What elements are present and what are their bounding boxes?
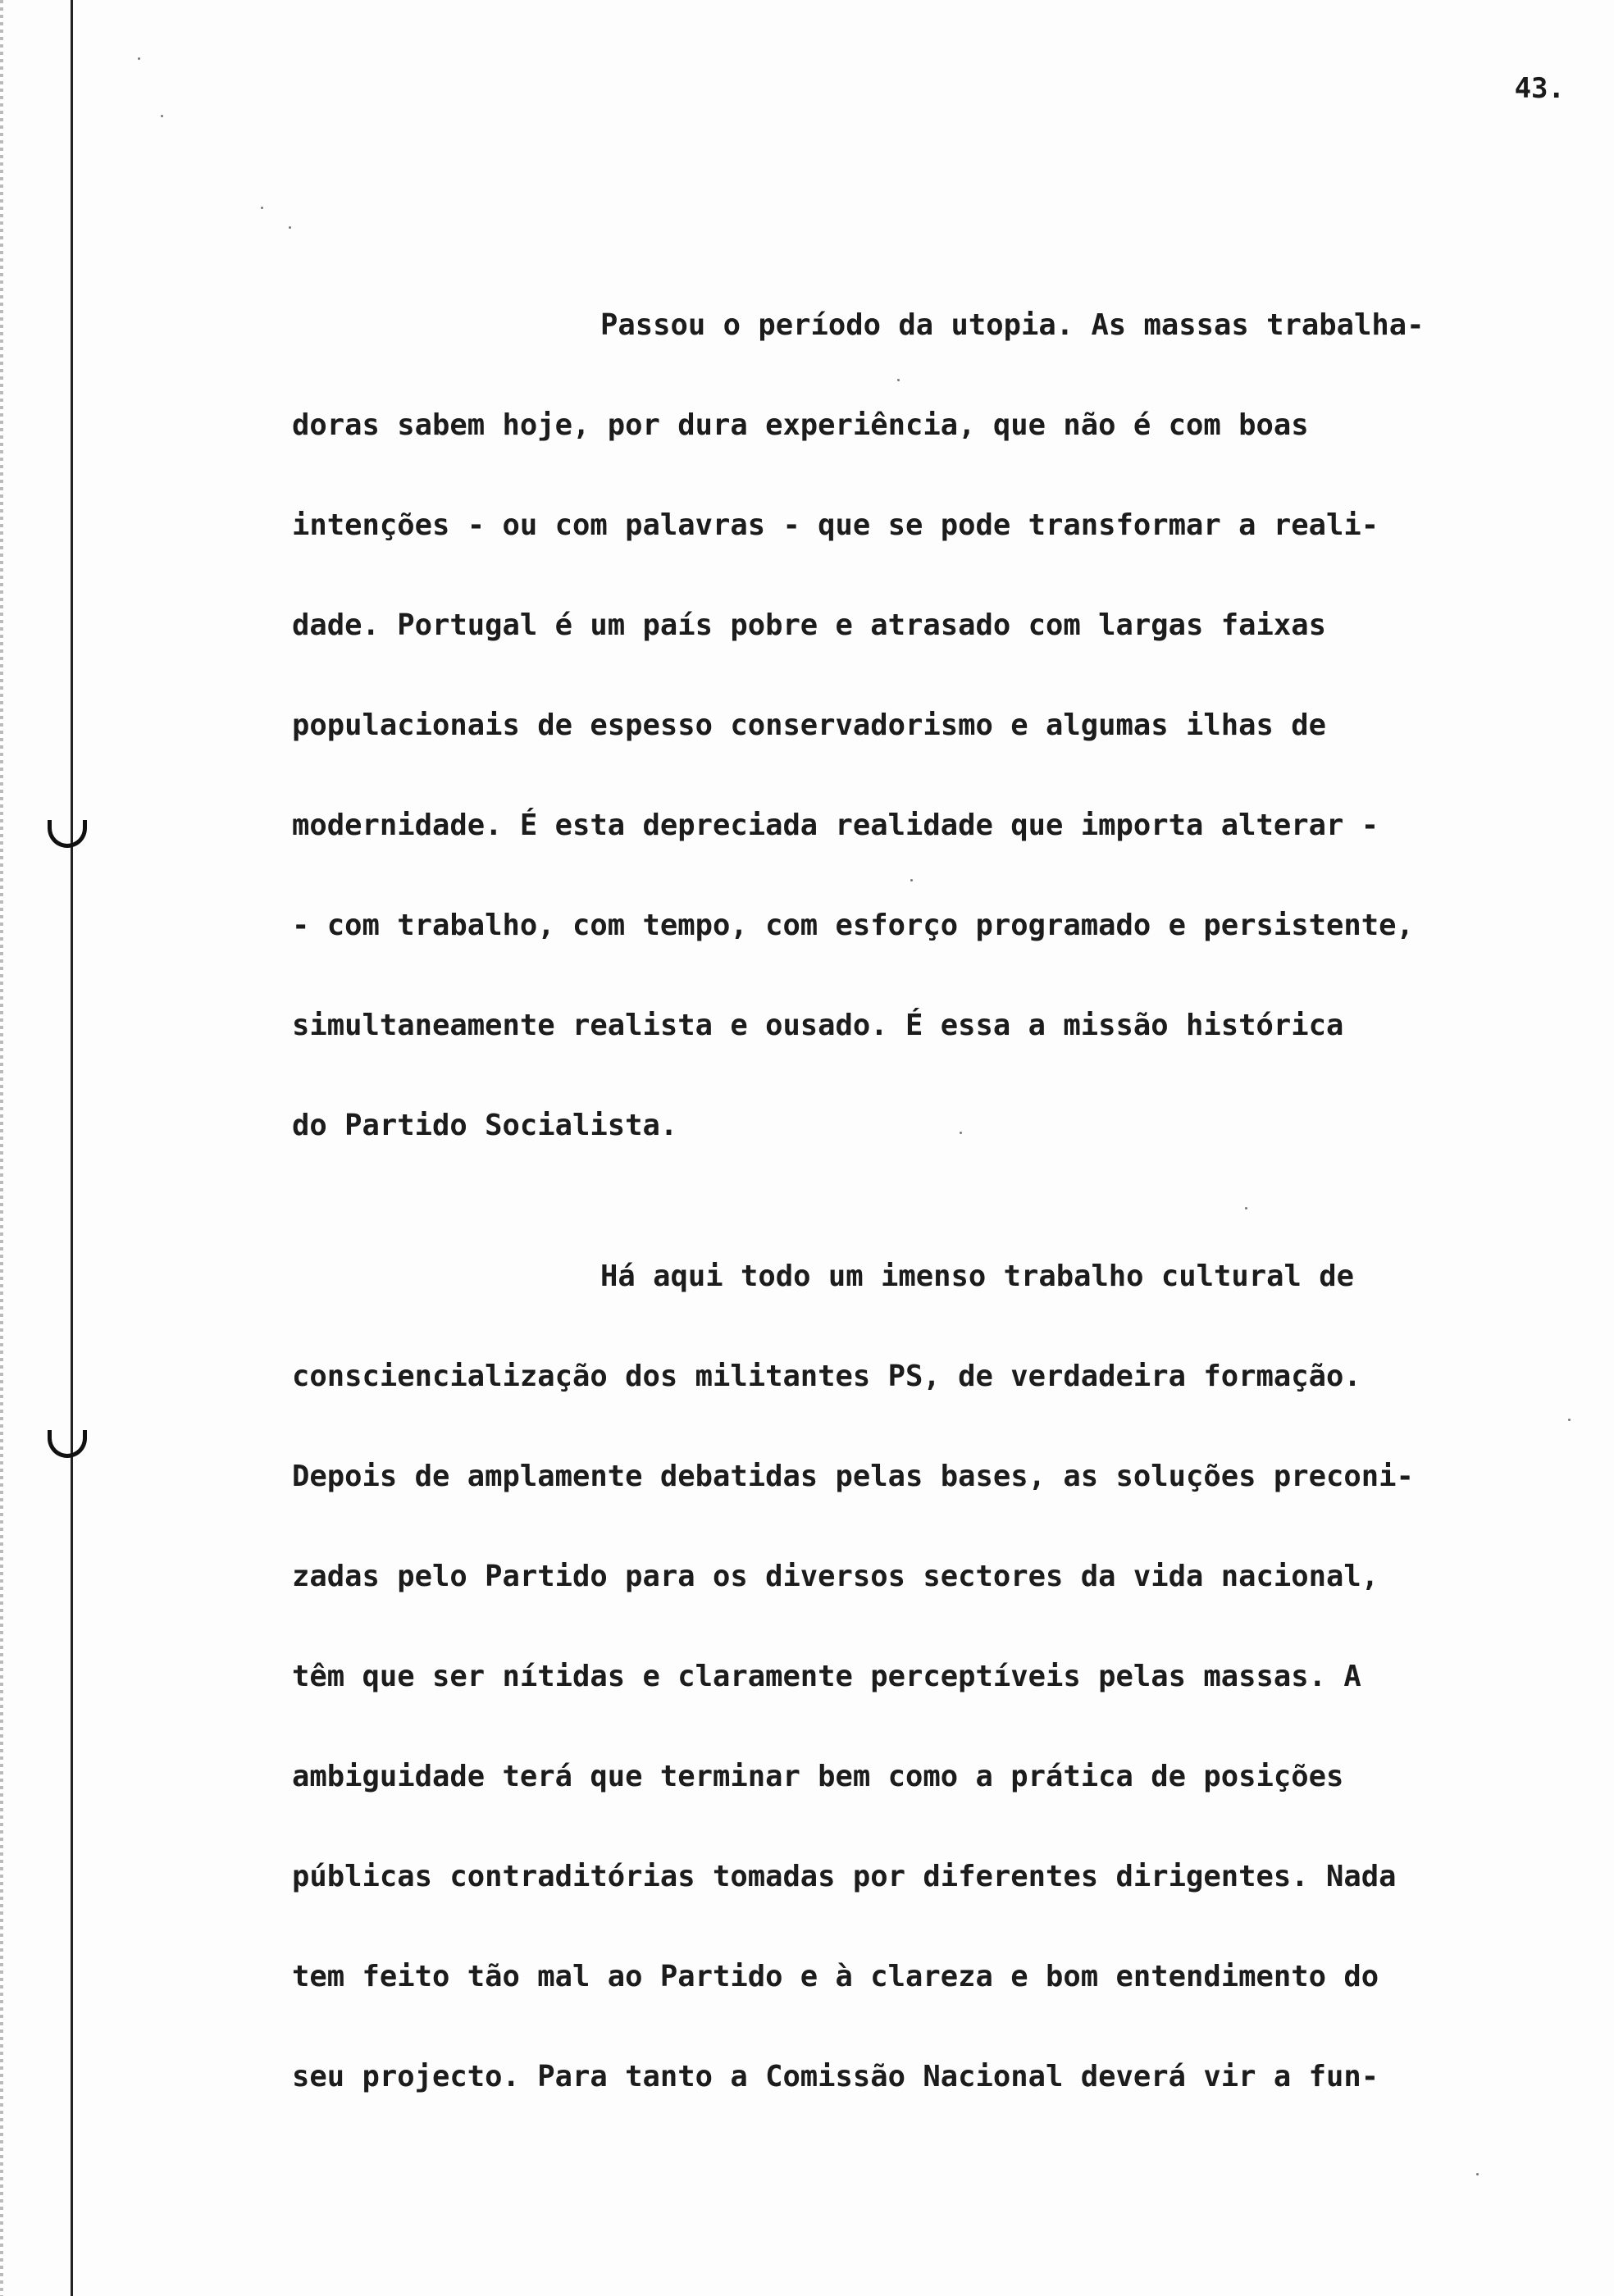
margin-rule [71,0,73,2296]
scan-speck [289,226,291,229]
scan-speck [897,379,900,381]
text-line: têm que ser nítidas e claramente perceptíveis pelas massas. A [292,1660,1361,1693]
text-line: zadas pelo Partido para os diversos sectores da vida nacional, [292,1560,1379,1593]
text-line: dade. Portugal é um país pobre e atrasado com largas faixas [292,608,1326,642]
scan-speck [138,57,140,60]
text-line: intenções - ou com palavras - que se pode transformar a reali- [292,508,1379,542]
punch-hole-icon [48,820,87,848]
scan-speck [261,207,263,209]
page-number: 43. [1514,72,1565,105]
scan-speck [1476,2173,1479,2175]
text-line: Passou o período da utopia. As massas trabalha- [600,308,1425,342]
text-line: modernidade. É esta depreciada realidade que importa alterar - [292,809,1379,842]
text-line: seu projecto. Para tanto a Comissão Nacional deverá vir a fun- [292,2060,1379,2093]
scan-speck [960,1132,962,1134]
text-line: do Partido Socialista. [292,1109,678,1142]
scan-speck [1568,1419,1571,1421]
scan-speck [161,115,163,117]
text-line: doras sabem hoje, por dura experiência, que não é com boas [292,408,1309,442]
text-line: consciencialização dos militantes PS, de verdadeira formação. [292,1360,1361,1393]
scan-speck [1245,1207,1247,1210]
paragraph-2 [292,1227,1571,2127]
text-line: públicas contraditórias tomadas por diferentes dirigentes. Nada [292,1860,1397,1893]
punch-hole-icon [48,1430,87,1458]
text-line: ambiguidade terá que terminar bem como a prática de posições [292,1760,1344,1793]
scan-speck [910,879,913,882]
scan-edge [0,0,3,2296]
text-line: tem feito tão mal ao Partido e à clareza e bom entendimento do [292,1960,1379,1993]
text-line: Depois de amplamente debatidas pelas bases, as soluções preconi- [292,1460,1414,1493]
paragraph-1 [292,276,1571,1176]
text-line: - com trabalho, com tempo, com esforço programado e persistente, [292,909,1414,942]
text-line: simultaneamente realista e ousado. É essa a missão histórica [292,1009,1344,1042]
text-line: Há aqui todo um imenso trabalho cultural de [600,1260,1355,1293]
text-line: populacionais de espesso conservadorismo e algumas ilhas de [292,708,1326,742]
